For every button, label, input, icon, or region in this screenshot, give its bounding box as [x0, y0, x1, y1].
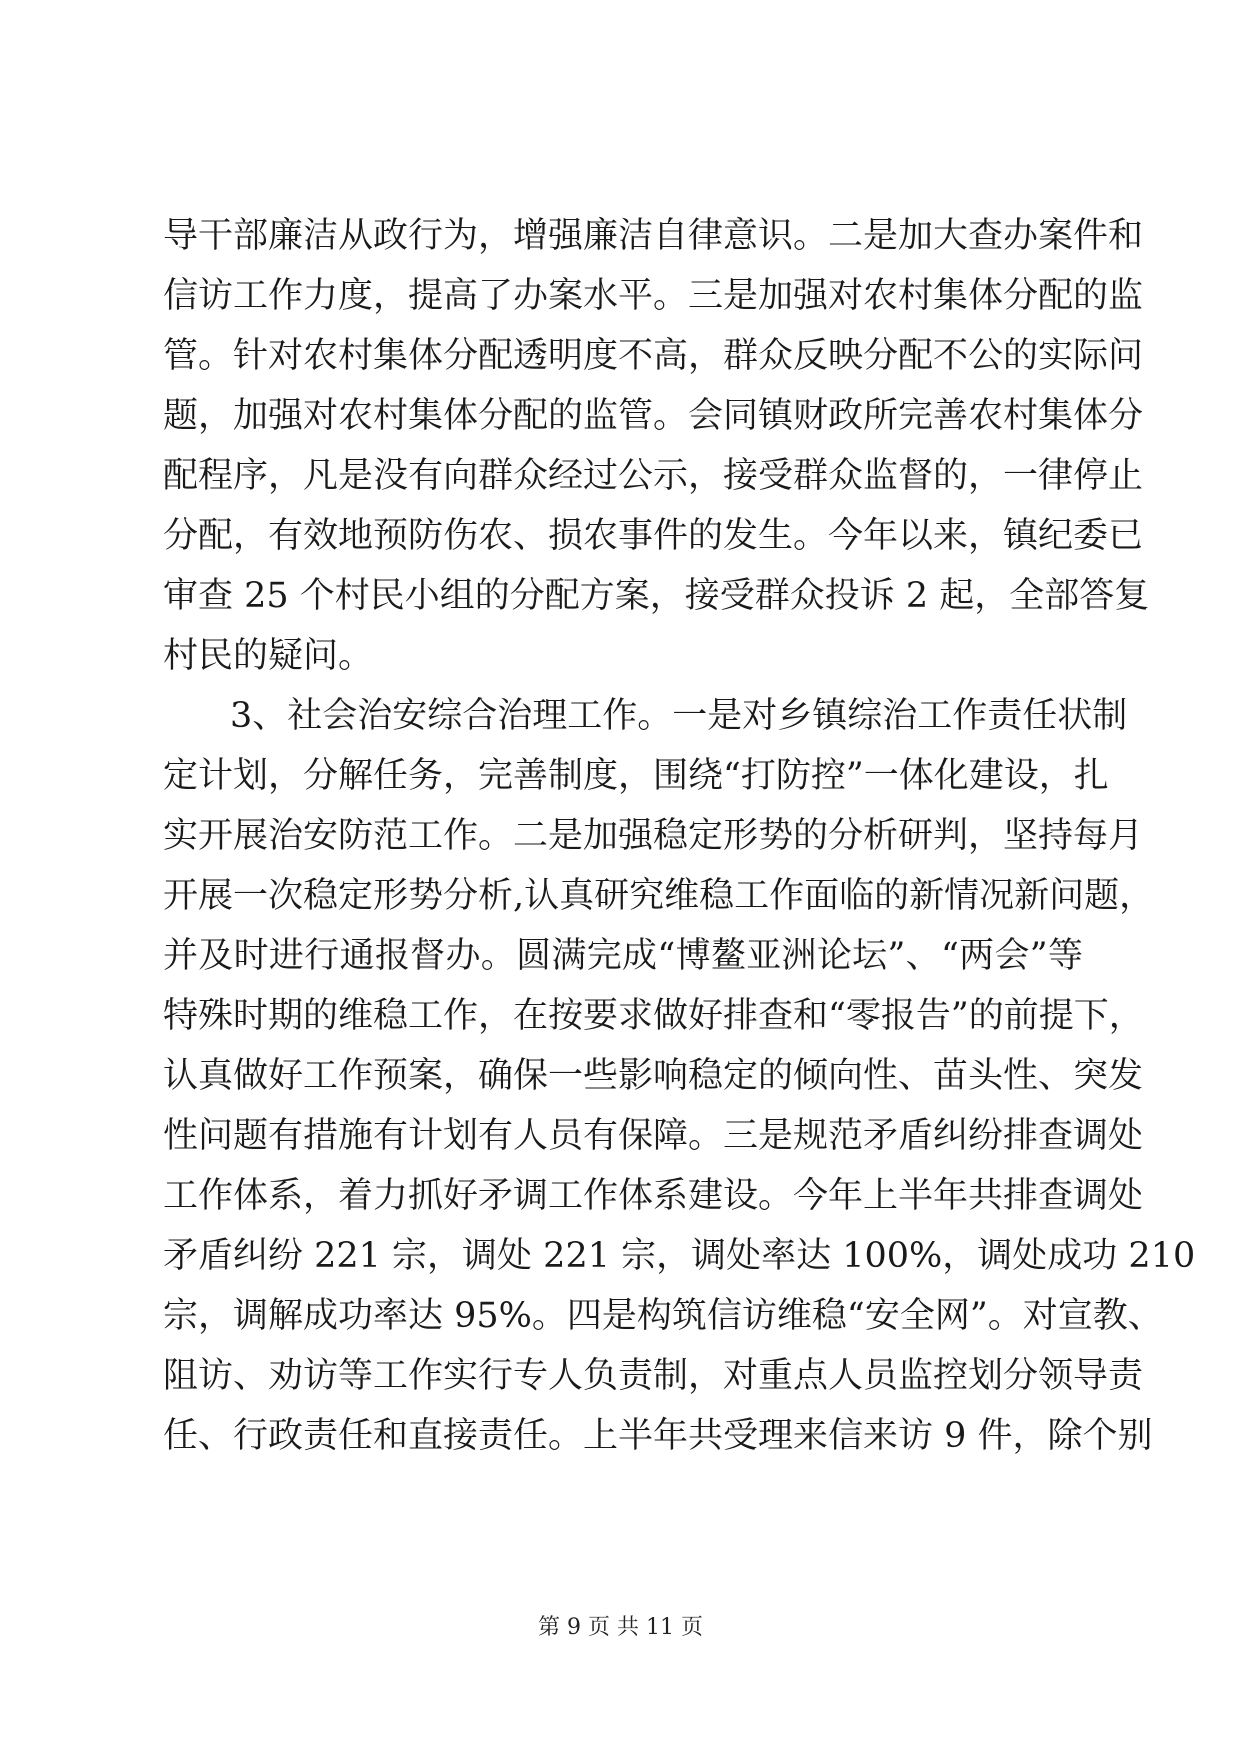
section-heading-line: 3、社会治安综合治理工作。一是对乡镇综治工作责任状制 [230, 696, 1128, 736]
body-text-line: 宗，调解成功率达 95%。四是构筑信访维稳“安全网”。对宣教、 [163, 1296, 1163, 1336]
body-text-line: 定计划，分解任务，完善制度，围绕“打防控”一体化建设，扎 [163, 756, 1109, 796]
body-text-line: 性问题有措施有计划有人员有保障。三是规范矛盾纠纷排查调处 [163, 1116, 1144, 1156]
body-text-line: 导干部廉洁从政行为，增强廉洁自律意识。二是加大查办案件和 [163, 216, 1144, 256]
body-text-line: 矛盾纠纷 221 宗，调处 221 宗，调处率达 100%，调处成功 210 [163, 1236, 1196, 1276]
body-text-line: 并及时进行通报督办。圆满完成“博鳌亚洲论坛”、“两会”等 [163, 936, 1083, 976]
page-number-footer: 第 9 页 共 11 页 [538, 1615, 703, 1640]
body-text-line: 村民的疑问。 [163, 636, 374, 676]
body-text-line: 审查 25 个村民小组的分配方案，接受群众投诉 2 起，全部答复 [163, 576, 1150, 616]
body-text-line: 认真做好工作预案，确保一些影响稳定的倾向性、苗头性、突发 [163, 1056, 1144, 1096]
body-text-line: 信访工作力度，提高了办案水平。三是加强对农村集体分配的监 [163, 276, 1144, 316]
body-text-line: 分配，有效地预防伤农、损农事件的发生。今年以来，镇纪委已 [163, 516, 1144, 556]
body-text-line: 开展一次稳定形势分析,认真研究维稳工作面临的新情况新问题， [163, 876, 1155, 916]
body-text-line: 工作体系，着力抓好矛调工作体系建设。今年上半年共排查调处 [163, 1176, 1144, 1216]
body-text-line: 任、行政责任和直接责任。上半年共受理来信来访 9 件，除个别 [163, 1416, 1153, 1456]
body-text-line: 实开展治安防范工作。二是加强稳定形势的分析研判，坚持每月 [163, 816, 1144, 856]
body-text-line: 管。针对农村集体分配透明度不高，群众反映分配不公的实际问 [163, 336, 1144, 376]
body-text-line: 阻访、劝访等工作实行专人负责制，对重点人员监控划分领导责 [163, 1356, 1144, 1396]
body-text-line: 配程序，凡是没有向群众经过公示，接受群众监督的，一律停止 [163, 456, 1144, 496]
body-text-line: 题，加强对农村集体分配的监管。会同镇财政所完善农村集体分 [163, 396, 1144, 436]
body-text-line: 特殊时期的维稳工作，在按要求做好排查和“零报告”的前提下， [163, 996, 1144, 1036]
